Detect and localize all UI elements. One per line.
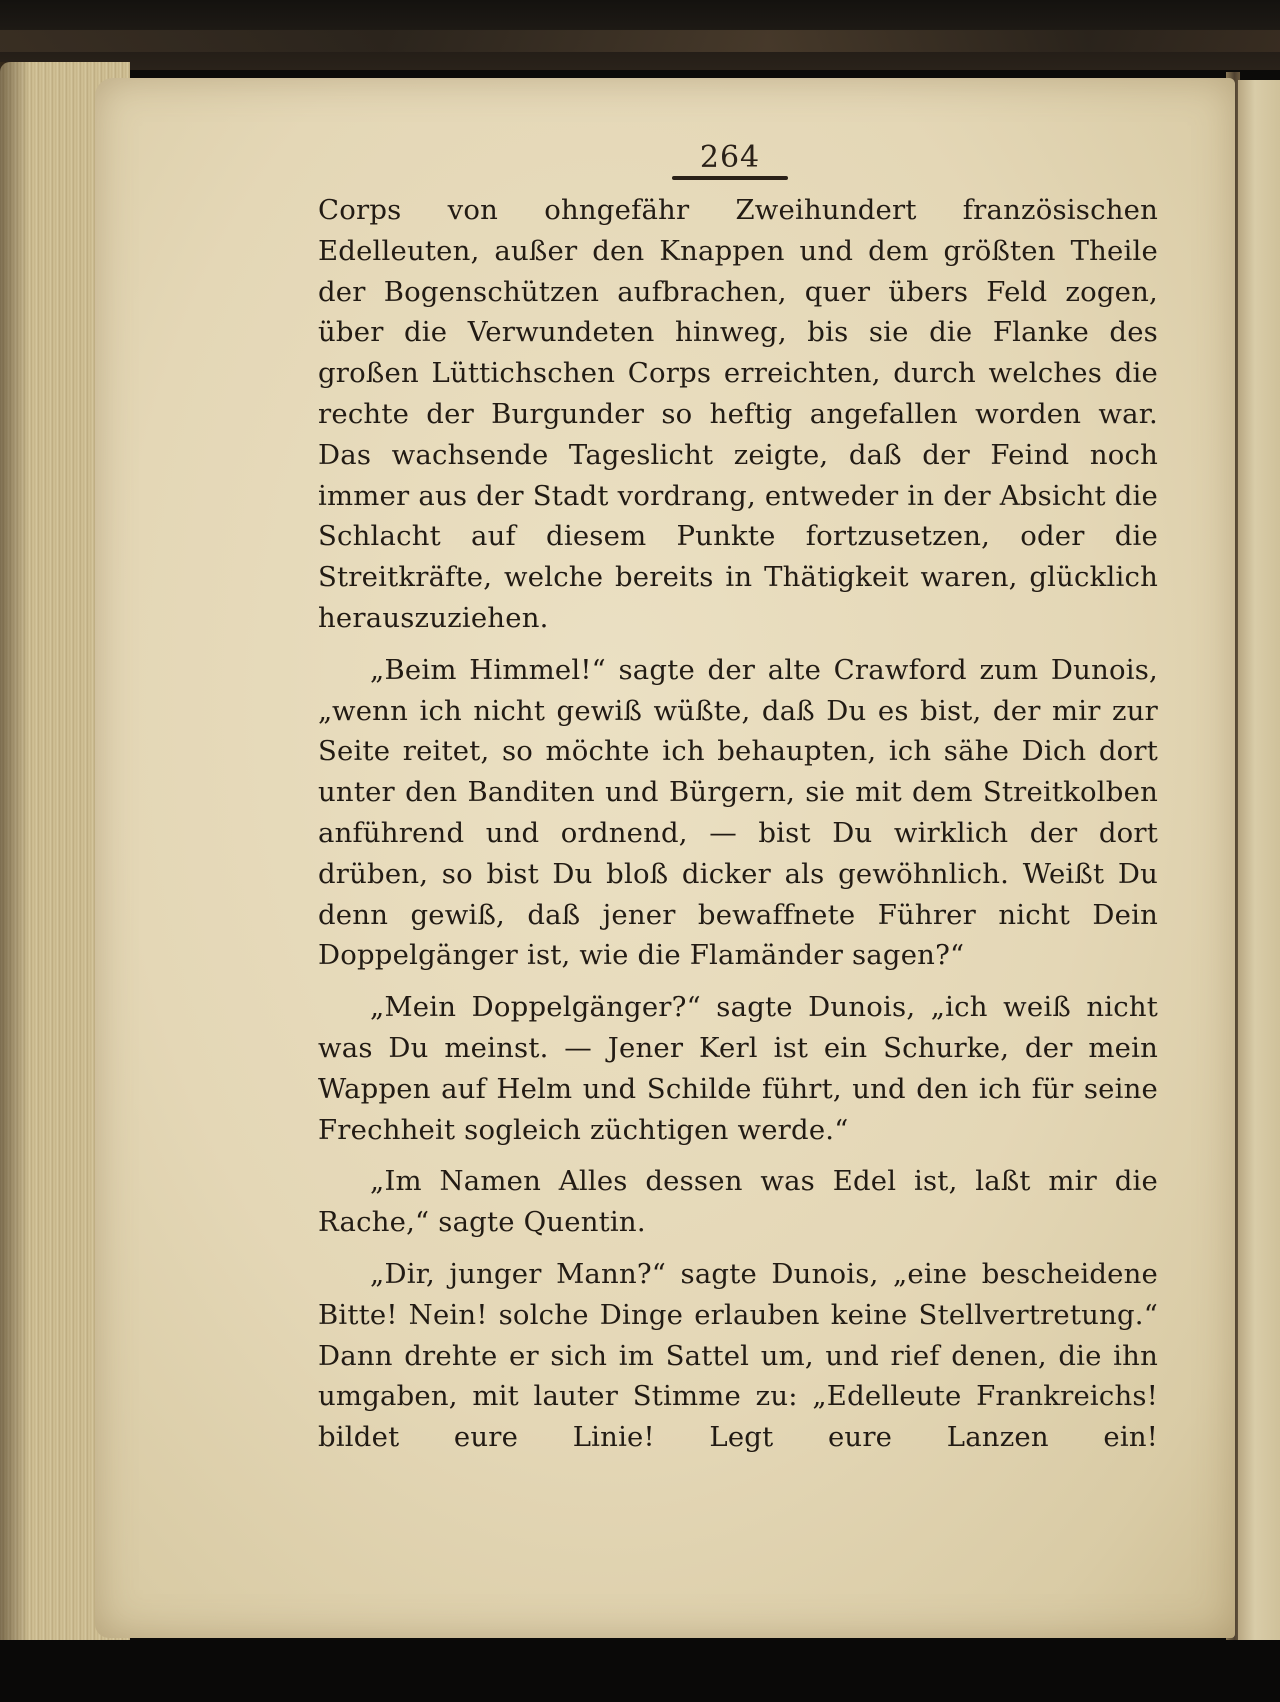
paragraph-2: „Beim Himmel!“ sagte der alte Crawford zum Dunois, „wenn ich nicht gewiß wüßte, daß Du es bist, der mir zur Seite reitet, so möchte ich behaupten, ich sähe Dich dort unter den Banditen und Bürgern, sie mit dem Streitkolben anführend und ordnend, — bist Du wirklich der dort drüben, so bist Du bloß dicker als gewöhnlich. Weißt Du denn gewiß, daß jener bewaffnete Führer nicht Dein Doppelgänger ist, wie die Flamänder sagen?“ — [318, 653, 1158, 972]
paragraph-4: „Im Namen Alles dessen was Edel ist, laßt mir die Rache,“ sagte Quentin. — [318, 1165, 1158, 1239]
page-number-rule — [672, 176, 788, 180]
page-number: 264 — [699, 140, 761, 175]
book-cover-bottom — [0, 1640, 1280, 1702]
paragraph-5: „Dir, junger Mann?“ sagte Dunois, „eine bescheidene Bitte! Nein! solche Dinge erlauben keine Stellvertretung.“ Dann drehte er sich im Sattel um, und rief denen, die ihn umgaben, mit lauter Stimme zu: „Edelleute Frankreichs! bildet eure Linie! Legt eure Lanzen ein! — [318, 1257, 1158, 1454]
paragraph-3: „Mein Doppelgänger?“ sagte Dunois, „ich weiß nicht was Du meinst. — Jener Kerl ist ein Schurke, der mein Wappen auf Helm und Schilde führt, und den ich für seine Frechheit sogleich züchtigen werde.“ — [318, 991, 1158, 1146]
page-text — [318, 190, 1158, 1458]
book-cover-top — [0, 0, 1280, 70]
paragraph-1: Corps von ohngefähr Zweihundert französischen Edelleuten, außer den Knappen und dem größten Theile der Bogenschützen aufbrachen, quer übers Feld zogen, über die Verwundeten hinweg, bis sie die Flanke des großen Lüttichschen Corps erreichten, durch welches die rechte der Burgunder so heftig angefallen worden war. Das wachsende Tageslicht zeigte, daß der Feind noch immer aus der Stadt vordrang, entweder in der Absicht die Schlacht auf diesem Punkte fortzusetzen, oder die Streitkräfte, welche bereits in Thätigkeit waren, glücklich herauszuziehen. — [318, 194, 1158, 634]
next-page-edge — [1238, 80, 1280, 1640]
